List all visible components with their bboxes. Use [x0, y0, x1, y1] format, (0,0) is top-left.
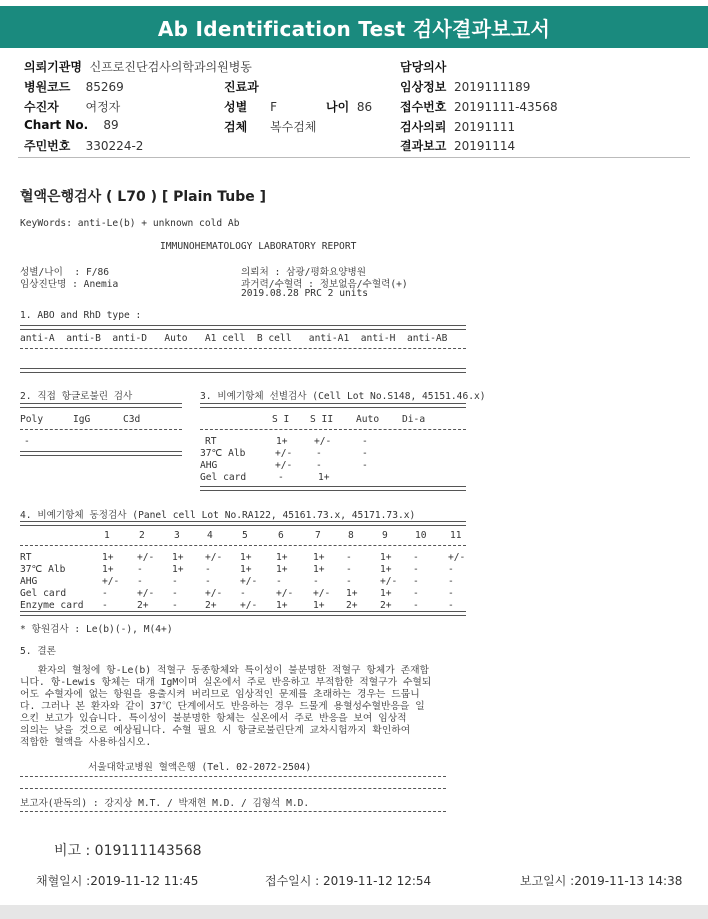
screen-top-rule [200, 403, 466, 408]
screen-cell: - [362, 448, 368, 459]
receipt-label: 접수번호 [400, 100, 447, 114]
panel-cell: - [137, 564, 143, 575]
panel-cell: 1+ [276, 564, 288, 575]
screen-cell: 1+ [276, 436, 288, 447]
panel-cell: 1+ [380, 552, 392, 563]
screen-cell: +/- [314, 436, 332, 447]
dat-value: - [24, 436, 30, 447]
screen-bottom-rule [200, 486, 466, 491]
dept-field [224, 78, 259, 95]
panel-bottom-rule [20, 611, 466, 616]
panel-cell: +/- [102, 576, 120, 587]
reported-time: 보고일시 :2019-11-13 14:38 [520, 874, 683, 888]
chart-value: 89 [103, 118, 119, 132]
request-date-value: 20191111 [454, 120, 516, 134]
panel-cell: +/- [380, 576, 398, 587]
section-title: 혈액은행검사 ( L70 ) [ Plain Tube ] [20, 189, 267, 205]
report-date-value: 20191114 [454, 139, 516, 153]
panel-cell: +/- [240, 576, 258, 587]
hospital-code-label: 병원코드 [24, 80, 71, 94]
conclusion-title: 5. 결론 [20, 646, 56, 657]
panel-title: 4. 비예기항체 동정검사 (Panel cell Lot No.RA122, 45161.73.x, 45171.73.x) [20, 510, 416, 521]
report-date-label: 결과보고 [400, 139, 447, 153]
panel-cell: 2+ [137, 600, 149, 611]
lab-name: 서울대학교병원 혈액은행 (Tel. 02-2072-2504) [88, 762, 312, 773]
panel-cell: - [346, 564, 352, 575]
screen-header-si: S I [272, 414, 290, 425]
panel-row-label: Gel card [20, 588, 67, 599]
dat-header-poly: Poly [20, 414, 44, 425]
screen-cell: - [362, 436, 368, 447]
conclusion-line: 어도 수혈자에 없는 항원을 용출시켜 버리므로 임상적인 문제를 초래하는 경우는 드뭅니 [20, 689, 420, 700]
chart-field [24, 118, 119, 132]
screen-row-label: 37℃ Alb [200, 448, 246, 459]
id-value: 330224-2 [85, 139, 144, 153]
sex-label: 성별 [224, 100, 248, 114]
panel-header-cell: 8 [348, 530, 354, 541]
patient-field [24, 98, 120, 115]
panel-header-cell: 9 [382, 530, 388, 541]
dat-bottom-rule [20, 451, 182, 456]
transfusion-line: 2019.08.28 PRC 2 units [241, 288, 369, 299]
panel-cell: - [172, 600, 178, 611]
conclusion-line: 니다. 항-Lewis 항체는 대개 IgM이며 실온에서 주로 반응하고 부적합한 적혈구가 수혈되 [20, 677, 432, 688]
panel-cell: - [240, 588, 246, 599]
panel-header-cell: 4 [207, 530, 213, 541]
requester-value: 신프로진단검사의학과의원병동 [89, 60, 252, 74]
panel-mid-rule [20, 545, 466, 546]
conclusion-line: 의의는 낮을 것으로 예상됩니다. 수혈 필요 시 항글로불린단계 교차시험까지 확인하여 [20, 725, 411, 736]
screen-header-sii: S II [310, 414, 334, 425]
panel-cell: - [448, 588, 454, 599]
panel-cell: 1+ [172, 564, 184, 575]
panel-cell: 1+ [276, 552, 288, 563]
hospital-code-field [24, 78, 124, 95]
screen-row-label: RT [205, 436, 217, 447]
panel-cell: 1+ [240, 552, 252, 563]
panel-cell: - [413, 552, 419, 563]
chart-label: Chart No. [24, 118, 89, 132]
age-field [326, 98, 372, 115]
screen-header-auto: Auto [356, 414, 380, 425]
request-date-field [400, 118, 515, 135]
screen-cell: - [316, 448, 322, 459]
conclusion-line: 환자의 혈청에 항-Le(b) 적혈구 동종항체와 특이성이 불분명한 적혈구 항체가 존재합 [20, 665, 430, 676]
conclusion-line: 으킨 보고가 있습니다. 특이성이 불분명한 항체는 실온에서 주로 반응을 보여 임상적 [20, 713, 407, 724]
panel-cell: 2+ [346, 600, 358, 611]
panel-header-cell: 3 [174, 530, 180, 541]
panel-cell: - [205, 564, 211, 575]
panel-cell: - [205, 576, 211, 587]
screen-cell: - [278, 472, 284, 483]
panel-cell: 1+ [380, 588, 392, 599]
keywords: KeyWords: anti-Le(b) + unknown cold Ab [20, 218, 240, 229]
panel-header-cell: 1 [104, 530, 110, 541]
panel-row-label: AHG [20, 576, 38, 587]
panel-cell: - [137, 576, 143, 587]
conclusion-line: 적합한 혈액을 사용하십시오. [20, 737, 152, 748]
doctor-field [400, 58, 446, 75]
panel-cell: +/- [240, 600, 258, 611]
panel-cell: 1+ [240, 564, 252, 575]
patient-value: 여정자 [85, 100, 121, 114]
antigen-test: * 항원검사 : Le(b)(-), M(4+) [20, 624, 173, 635]
lab-rule-bottom [20, 788, 446, 789]
panel-cell: +/- [205, 552, 223, 563]
abo-bottom-rule [20, 368, 466, 373]
page-bottom-shade [0, 905, 708, 919]
panel-cell: 1+ [346, 588, 358, 599]
id-label: 주민번호 [24, 139, 71, 153]
panel-cell: - [413, 576, 419, 587]
specimen-label: 검체 [224, 120, 248, 134]
panel-header-cell: 6 [278, 530, 284, 541]
panel-cell: 1+ [313, 552, 325, 563]
conclusion-line: 다. 그러나 본 환자와 같이 37℃ 단계에서도 반응하는 경우 드물게 용혈성수혈반응을 일 [20, 701, 425, 712]
screen-cell: +/- [275, 460, 293, 471]
lab-report-title: IMMUNOHEMATOLOGY LABORATORY REPORT [160, 241, 357, 252]
abo-mid-rule [20, 348, 466, 349]
panel-cell: 1+ [313, 600, 325, 611]
sex-age-line: 성별/나이 : F/86 [20, 267, 110, 278]
panel-header-cell: 10 [415, 530, 427, 541]
requester-field [24, 58, 252, 75]
report-date-field [400, 137, 515, 154]
remark: 비고 : 019111143568 [54, 843, 202, 859]
screen-cell: +/- [275, 448, 293, 459]
clinical-field [400, 78, 530, 95]
panel-cell: - [276, 576, 282, 587]
dat-mid-rule [20, 429, 182, 430]
panel-cell: +/- [313, 588, 331, 599]
dat-top-rule [20, 403, 182, 408]
age-value: 86 [356, 100, 373, 114]
panel-cell: 1+ [313, 564, 325, 575]
clinical-label: 임상정보 [400, 80, 447, 94]
specimen-field [224, 118, 316, 135]
sex-value: F [270, 100, 277, 114]
hospital-code-value: 85269 [85, 80, 124, 94]
panel-cell: +/- [137, 552, 155, 563]
panel-cell: 1+ [380, 564, 392, 575]
lab-rule-top [20, 776, 446, 777]
panel-cell: - [413, 600, 419, 611]
report-title: Ab Identification Test 검사결과보고서 [0, 6, 708, 48]
screen-row-label: AHG [200, 460, 218, 471]
panel-header-cell: 5 [242, 530, 248, 541]
panel-cell: - [448, 564, 454, 575]
panel-cell: - [102, 600, 108, 611]
received-time: 접수일시 : 2019-11-12 12:54 [265, 874, 432, 888]
requester-line: 의뢰처 : 삼광/평화요양병원 [241, 267, 367, 278]
patient-label: 수진자 [24, 100, 59, 114]
panel-top-rule [20, 521, 466, 526]
panel-cell: 1+ [172, 552, 184, 563]
screen-header-dia: Di-a [402, 414, 426, 425]
panel-cell: +/- [276, 588, 294, 599]
screen-cell: - [316, 460, 322, 471]
reporters: 보고자(판독의) : 강지상 M.T. / 박재현 M.D. / 김형석 M.D. [20, 798, 310, 809]
panel-cell: - [413, 564, 419, 575]
abo-top-rule [20, 325, 466, 330]
panel-header-cell: 2 [139, 530, 145, 541]
specimen-value: 복수검체 [270, 120, 317, 134]
age-label: 나이 [326, 100, 350, 114]
panel-row-label: Enzyme card [20, 600, 84, 611]
reporters-rule [20, 811, 446, 812]
panel-cell: - [448, 576, 454, 587]
dat-title: 2. 직접 항글로불린 검사 [20, 391, 133, 402]
header-divider [18, 157, 690, 158]
panel-cell: - [172, 588, 178, 599]
screen-row-label: Gel card [200, 472, 247, 483]
id-field [24, 137, 143, 154]
panel-cell: +/- [137, 588, 155, 599]
clinical-value: 2019111189 [454, 80, 531, 94]
panel-row-label: 37℃ Alb [20, 564, 66, 575]
panel-cell: - [102, 588, 108, 599]
panel-cell: - [413, 588, 419, 599]
request-date-label: 검사의뢰 [400, 120, 447, 134]
panel-cell: 1+ [276, 600, 288, 611]
sex-field [224, 98, 277, 115]
panel-cell: 1+ [102, 564, 114, 575]
panel-cell: - [448, 600, 454, 611]
panel-header-cell: 7 [315, 530, 321, 541]
panel-row-label: RT [20, 552, 32, 563]
panel-cell: - [346, 576, 352, 587]
panel-cell: 2+ [205, 600, 217, 611]
dat-header-igg: IgG [73, 414, 91, 425]
screen-mid-rule [200, 429, 466, 430]
abo-headers: anti-A anti-B anti-D Auto A1 cell B cell anti-A1 anti-H anti-AB [20, 333, 448, 344]
panel-cell: 1+ [102, 552, 114, 563]
screen-cell: 1+ [318, 472, 330, 483]
panel-cell: - [346, 552, 352, 563]
panel-cell: 2+ [380, 600, 392, 611]
diagnosis-line: 임상진단명 : Anemia [20, 279, 119, 290]
receipt-field [400, 98, 558, 115]
abo-title: 1. ABO and RhD type : [20, 310, 142, 321]
history-line: 과거력/수혈력 : 정보없음/수혈력(+) [241, 279, 408, 290]
screen-cell: - [362, 460, 368, 471]
panel-cell: - [313, 576, 319, 587]
requester-label: 의뢰기관명 [24, 60, 82, 74]
doctor-label: 담당의사 [400, 60, 447, 74]
dept-label: 진료과 [224, 80, 259, 94]
collected-time: 채혈일시 :2019-11-12 11:45 [36, 874, 199, 888]
screen-title: 3. 비예기항체 선별검사 (Cell Lot No.S148, 45151.46.x) [200, 391, 486, 402]
panel-cell: +/- [448, 552, 466, 563]
panel-cell: +/- [205, 588, 223, 599]
panel-cell: - [172, 576, 178, 587]
dat-header-c3d: C3d [123, 414, 141, 425]
panel-header-cell: 11 [450, 530, 462, 541]
receipt-value: 20191111-43568 [454, 100, 558, 114]
